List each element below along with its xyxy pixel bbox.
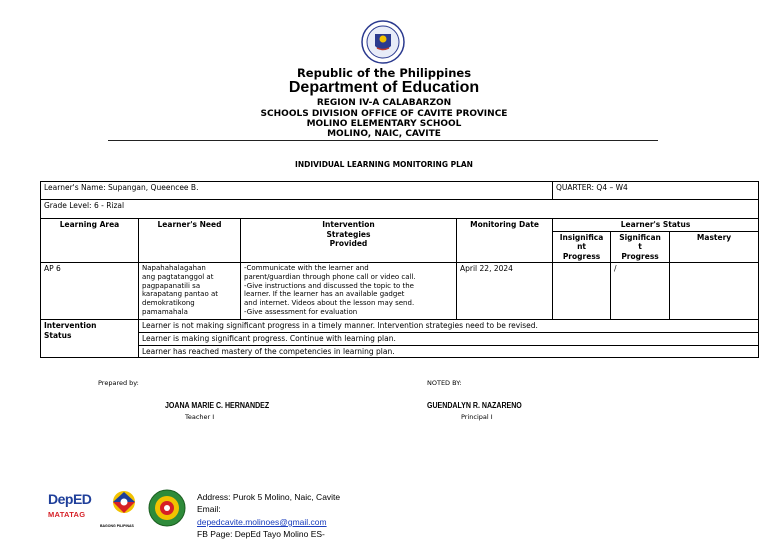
header-divider xyxy=(108,140,658,141)
noted-by-label: NOTED BY: xyxy=(427,379,462,387)
header-monitoring-date: Monitoring Date xyxy=(457,219,553,263)
division-heading: SCHOOLS DIVISION OFFICE OF CAVITE PROVINCE xyxy=(260,109,508,119)
row-learners-need: Napahahalagahan ang pagtatanggol at pagpapanatili sa karapatang pantao at demokratikong pamamahala xyxy=(139,263,241,320)
bagong-pilipinas-text: BAGONG PILIPINAS xyxy=(100,524,134,528)
deped-seal-logo xyxy=(361,20,405,64)
header-mastery: Mastery xyxy=(670,231,759,263)
table-row xyxy=(41,263,759,320)
row-mastery xyxy=(670,263,759,320)
footer-fb-page: FB Page: DepEd Tayo Molino ES- xyxy=(197,529,325,539)
intervention-status-label: Intervention Status xyxy=(41,320,139,358)
bagong-pilipinas-logo xyxy=(104,489,144,521)
row-learning-area: AP 6 xyxy=(41,263,139,320)
header-learners-need: Learner's Need xyxy=(139,219,241,263)
status-line-significant: Learner is making significant progress. Continue with learning plan. xyxy=(139,332,759,345)
footer-email-link[interactable]: depedcavite.molinoes@gmail.com xyxy=(197,517,327,527)
row-intervention: -Communicate with the learner and parent/guardian through phone call or video call. -Give instructions and discussed the topic to the learner. If the learner has an available gadget and internet. Videos about the lesson may send. -Give assessment for evaluation xyxy=(241,263,457,320)
row-monitoring-date: April 22, 2024 xyxy=(457,263,553,320)
school-seal-logo xyxy=(148,489,186,527)
deped-matatag-logo xyxy=(48,491,91,519)
region-heading: REGION IV-A CALABARZON xyxy=(316,98,452,108)
noted-by-title: Principal I xyxy=(461,413,493,421)
location-heading: MOLINO, NAIC, CAVITE xyxy=(327,129,441,139)
document-title: INDIVIDUAL LEARNING MONITORING PLAN xyxy=(295,160,473,169)
footer-address: Address: Purok 5 Molino, Naic, Cavite xyxy=(197,492,341,502)
prepared-by-name: JOANA MARIE C. HERNANDEZ xyxy=(165,401,270,410)
header-intervention: Intervention Strategies Provided xyxy=(241,219,457,263)
footer-email-label: Email: xyxy=(197,504,221,514)
status-line-mastery: Learner has reached mastery of the competencies in learning plan. xyxy=(139,345,759,358)
school-heading: MOLINO ELEMENTARY SCHOOL xyxy=(306,119,462,129)
quarter-cell: QUARTER: Q4 – W4 xyxy=(553,182,759,200)
status-line-not-significant: Learner is not making significant progress in a timely manner. Intervention strategies need to be revised. xyxy=(139,320,759,333)
monitoring-plan-table xyxy=(40,181,759,358)
department-heading: Department of Education xyxy=(288,79,480,96)
learner-name-cell: Learner's Name: Supangan, Queencee B. xyxy=(41,182,553,200)
grade-level-cell: Grade Level: 6 - Rizal xyxy=(41,200,759,219)
header-learners-status: Learner's Status xyxy=(553,219,759,232)
row-insignificant xyxy=(553,263,611,320)
header-learning-area: Learning Area xyxy=(41,219,139,263)
prepared-by-label: Prepared by: xyxy=(98,379,139,387)
noted-by-name: GUENDALYN R. NAZARENO xyxy=(427,401,522,410)
matatag-logo-text: MATATAG xyxy=(48,510,86,519)
deped-logo-text: DepED xyxy=(48,491,92,507)
header-insignificant-progress: Insignifica nt Progress xyxy=(553,231,611,263)
prepared-by-title: Teacher I xyxy=(185,413,215,421)
row-significant: / xyxy=(611,263,670,320)
republic-heading: Republic of the Philippines xyxy=(296,66,472,80)
header-significant-progress: Significan t Progress xyxy=(611,231,670,263)
